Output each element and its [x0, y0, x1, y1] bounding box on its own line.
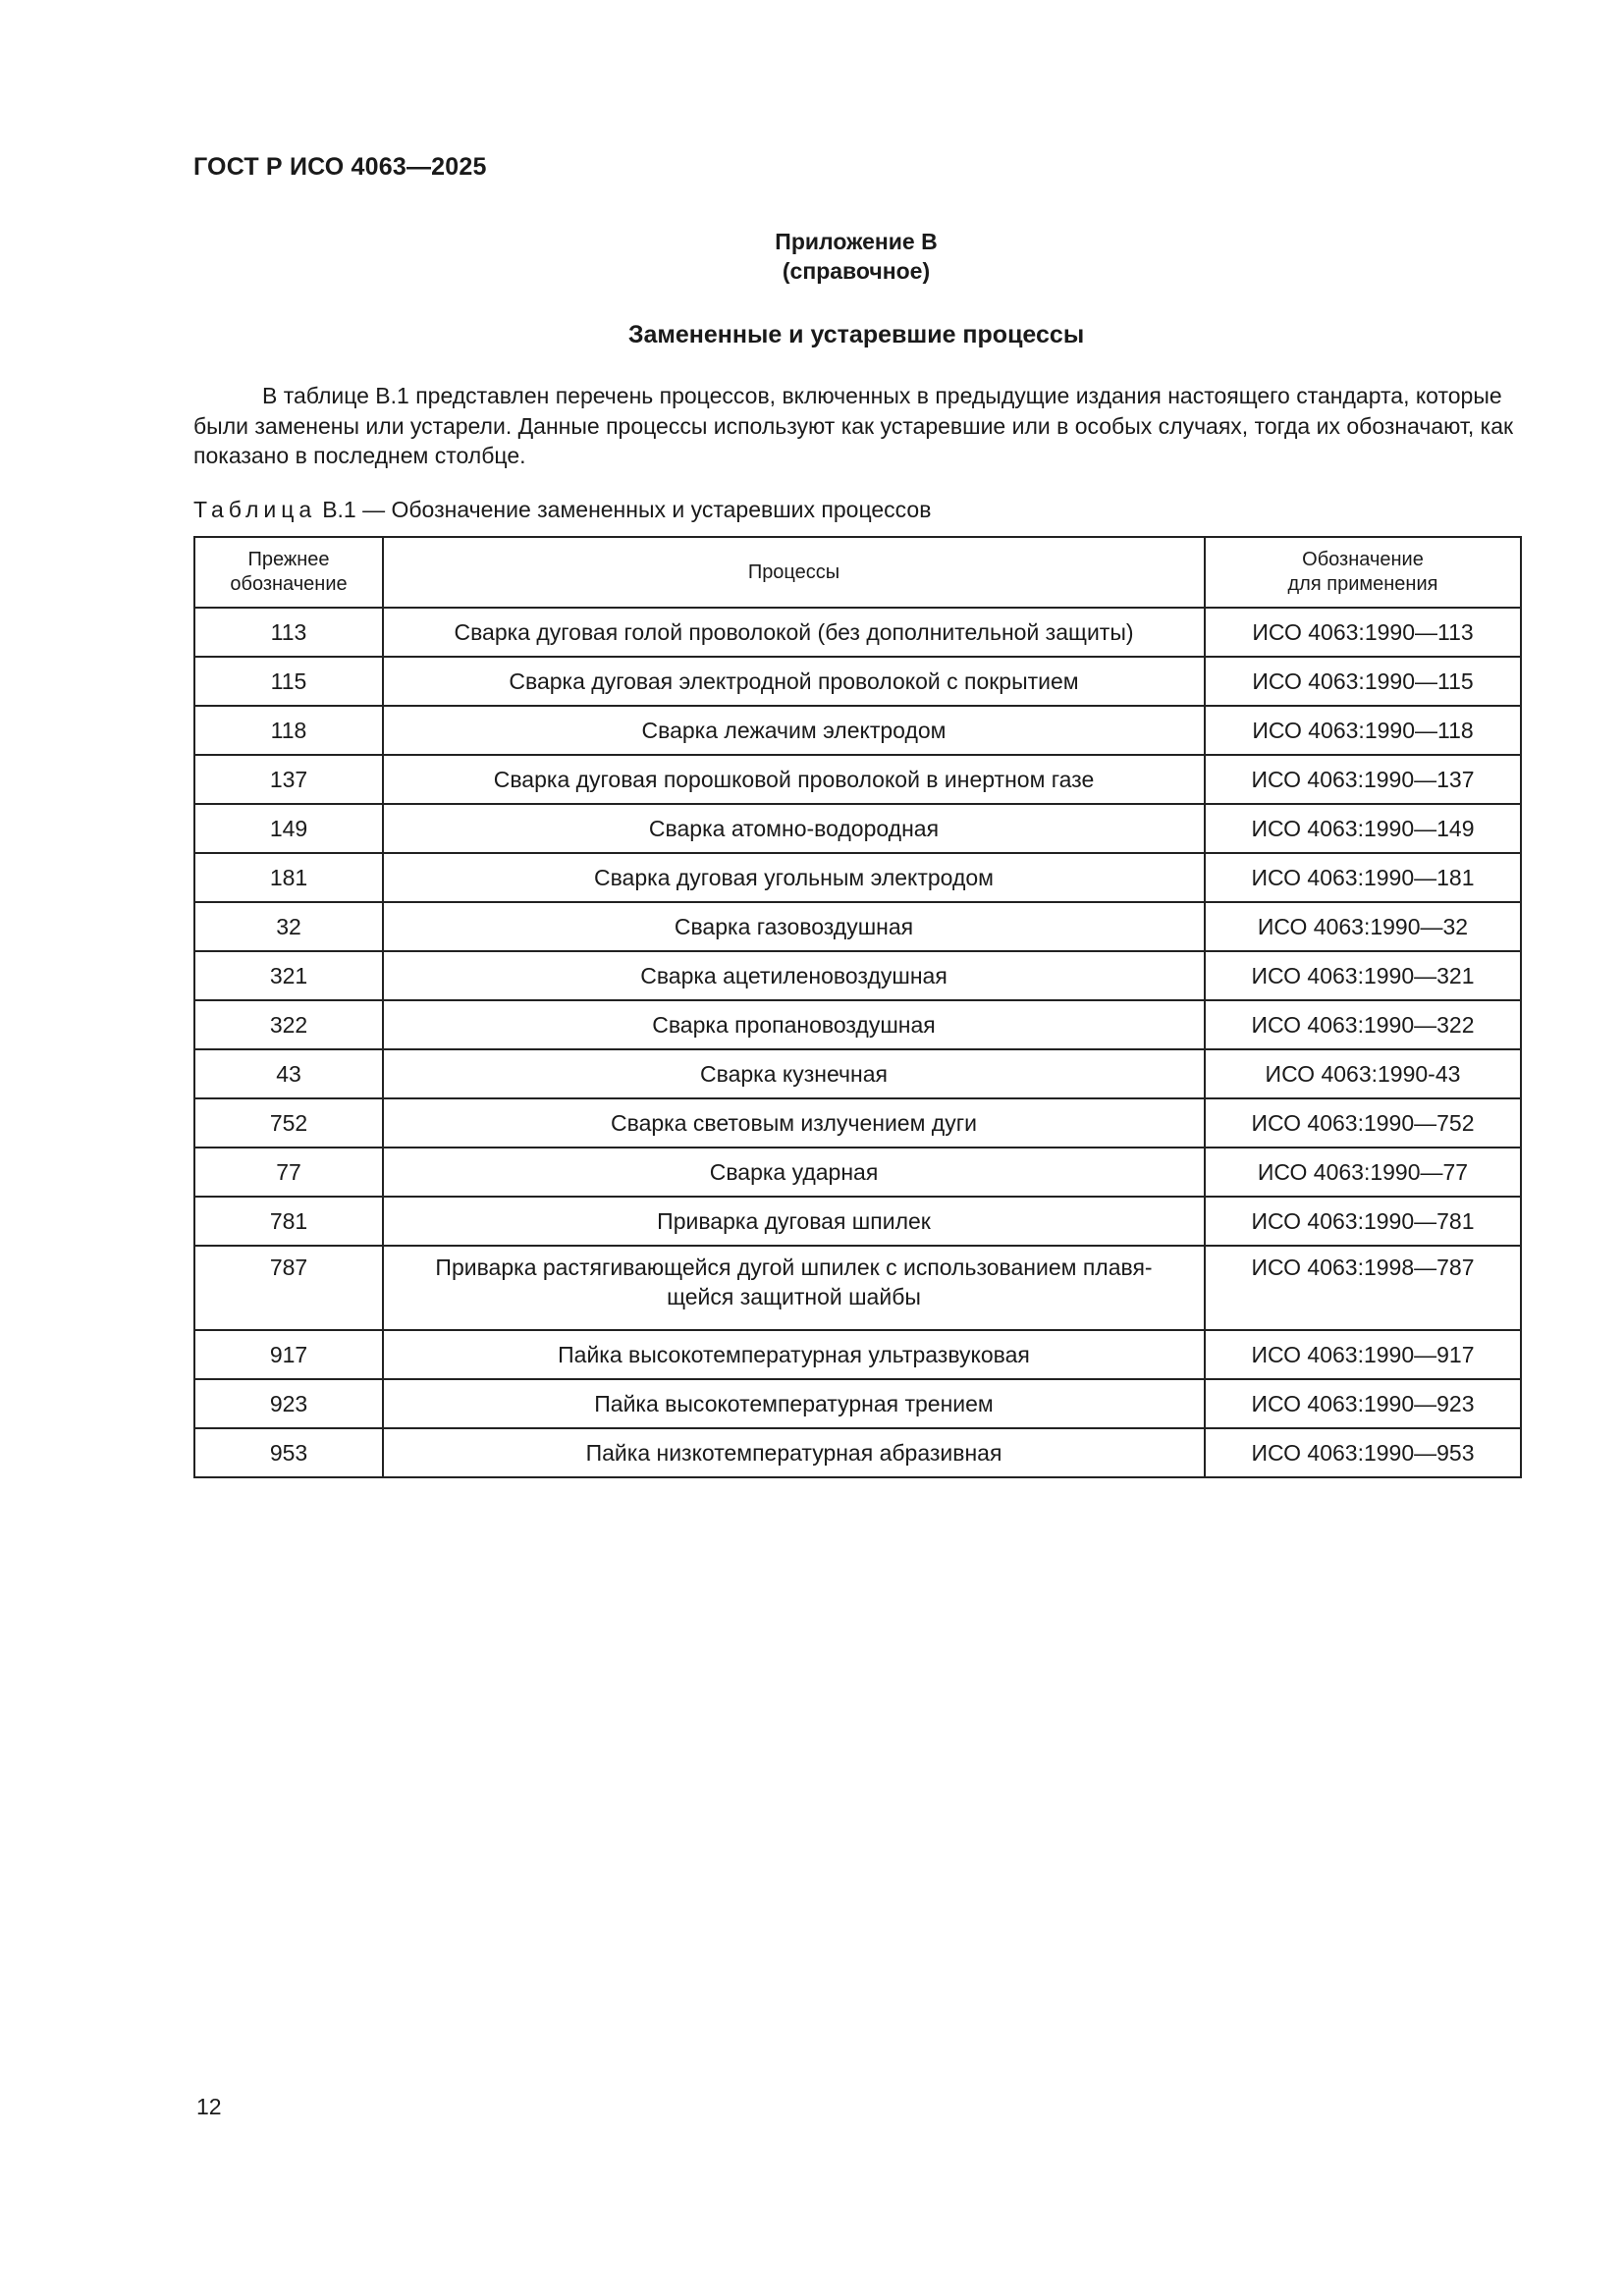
- header-designation-for-use: [1205, 537, 1521, 608]
- table-row: [194, 657, 1521, 706]
- cell-designation: ИСО 4063:1990—115: [1205, 657, 1521, 706]
- table-header-row: [194, 537, 1521, 608]
- cell-process: Пайка низкотемпературная абразивная: [383, 1428, 1205, 1477]
- cell-process: Сварка дуговая угольным электродом: [383, 853, 1205, 902]
- table-row: [194, 755, 1521, 804]
- cell-process: Сварка дуговая электродной проволокой с покрытием: [383, 657, 1205, 706]
- cell-process: Пайка высокотемпературная ультразвуковая: [383, 1330, 1205, 1379]
- table-row: [194, 1246, 1521, 1330]
- cell-process: Сварка кузнечная: [383, 1049, 1205, 1098]
- cell-process: Пайка высокотемпературная трением: [383, 1379, 1205, 1428]
- cell-process: Сварка световым излучением дуги: [383, 1098, 1205, 1148]
- cell-designation: ИСО 4063:1990—322: [1205, 1000, 1521, 1049]
- cell-code: 77: [194, 1148, 383, 1197]
- cell-process: Сварка пропановоздушная: [383, 1000, 1205, 1049]
- cell-code: 322: [194, 1000, 383, 1049]
- table-row: [194, 1379, 1521, 1428]
- cell-process: Сварка лежачим электродом: [383, 706, 1205, 755]
- cell-process-line1: Приварка растягивающейся дугой шпилек с использованием плавя-: [435, 1255, 1153, 1280]
- section-title: Замененные и устаревшие процессы: [627, 321, 1085, 348]
- header-previous-line2: обозначение: [230, 573, 348, 595]
- cell-code: 752: [194, 1098, 383, 1148]
- cell-code: 321: [194, 951, 383, 1000]
- cell-designation: ИСО 4063:1990—781: [1205, 1197, 1521, 1246]
- cell-designation: ИСО 4063:1990—32: [1205, 902, 1521, 951]
- cell-code: 32: [194, 902, 383, 951]
- document-code: ГОСТ Р ИСО 4063—2025: [193, 153, 487, 181]
- cell-code: 917: [194, 1330, 383, 1379]
- cell-process: Сварка дуговая голой проволокой (без дополнительной защиты): [383, 608, 1205, 657]
- cell-code: 781: [194, 1197, 383, 1246]
- cell-process-line2: щейся защитной шайбы: [667, 1284, 921, 1309]
- cell-designation: ИСО 4063:1998—787: [1205, 1246, 1521, 1330]
- annex-type: (справочное): [782, 258, 931, 284]
- table-row: [194, 608, 1521, 657]
- cell-process: Сварка газовоздушная: [383, 902, 1205, 951]
- cell-designation: ИСО 4063:1990—118: [1205, 706, 1521, 755]
- cell-designation: ИСО 4063:1990—181: [1205, 853, 1521, 902]
- cell-code: 923: [194, 1379, 383, 1428]
- cell-code: 787: [194, 1246, 383, 1330]
- cell-designation: ИСО 4063:1990—137: [1205, 755, 1521, 804]
- table-row: [194, 804, 1521, 853]
- header-processes: Процессы: [383, 537, 1205, 608]
- cell-code: 43: [194, 1049, 383, 1098]
- table-row: [194, 706, 1521, 755]
- annex-title: Приложение В: [775, 229, 938, 254]
- table-caption-label: Таблица: [193, 497, 317, 522]
- header-designation-line2: для применения: [1287, 573, 1438, 595]
- table-row: [194, 1197, 1521, 1246]
- cell-code: 953: [194, 1428, 383, 1477]
- intro-paragraph: В таблице В.1 представлен перечень процессов, включенных в предыдущие издания настоящего стандарта, которые были заменены или устарели. Данные процессы используют как устаревшие или в особых случаях, тогда их обозначают, как показано в последнем столбце.: [193, 383, 1514, 468]
- cell-code: 149: [194, 804, 383, 853]
- processes-table: [193, 536, 1522, 1478]
- cell-process: Приварка дуговая шпилек: [383, 1197, 1205, 1246]
- cell-designation: ИСО 4063:1990—149: [1205, 804, 1521, 853]
- cell-process: Сварка дуговая порошковой проволокой в инертном газе: [383, 755, 1205, 804]
- cell-process: Сварка атомно-водородная: [383, 804, 1205, 853]
- cell-designation: ИСО 4063:1990—923: [1205, 1379, 1521, 1428]
- cell-designation: ИСО 4063:1990—917: [1205, 1330, 1521, 1379]
- table-row: [194, 1428, 1521, 1477]
- table-row: [194, 1000, 1521, 1049]
- table-row: [194, 1148, 1521, 1197]
- table-row: [194, 902, 1521, 951]
- table-row: [194, 1098, 1521, 1148]
- cell-process: Сварка ударная: [383, 1148, 1205, 1197]
- cell-code: 113: [194, 608, 383, 657]
- table-row: [194, 1049, 1521, 1098]
- cell-designation: ИСО 4063:1990—752: [1205, 1098, 1521, 1148]
- cell-process: Сварка ацетиленовоздушная: [383, 951, 1205, 1000]
- cell-designation: ИСО 4063:1990—321: [1205, 951, 1521, 1000]
- table-row: [194, 1330, 1521, 1379]
- cell-designation: ИСО 4063:1990—113: [1205, 608, 1521, 657]
- cell-code: 115: [194, 657, 383, 706]
- header-previous-designation: [194, 537, 383, 608]
- cell-designation: ИСО 4063:1990-43: [1205, 1049, 1521, 1098]
- table-row: [194, 853, 1521, 902]
- table-row: [194, 951, 1521, 1000]
- cell-code: 137: [194, 755, 383, 804]
- cell-process: [383, 1246, 1205, 1330]
- page-number: 12: [196, 2094, 222, 2119]
- table-caption-text: В.1 — Обозначение замененных и устаревших процессов: [322, 497, 932, 522]
- cell-code: 118: [194, 706, 383, 755]
- table-caption: [193, 497, 931, 523]
- header-designation-line1: Обозначение: [1302, 549, 1424, 570]
- cell-designation: ИСО 4063:1990—953: [1205, 1428, 1521, 1477]
- cell-code: 181: [194, 853, 383, 902]
- cell-designation: ИСО 4063:1990—77: [1205, 1148, 1521, 1197]
- header-previous-line1: Прежнее: [247, 549, 330, 570]
